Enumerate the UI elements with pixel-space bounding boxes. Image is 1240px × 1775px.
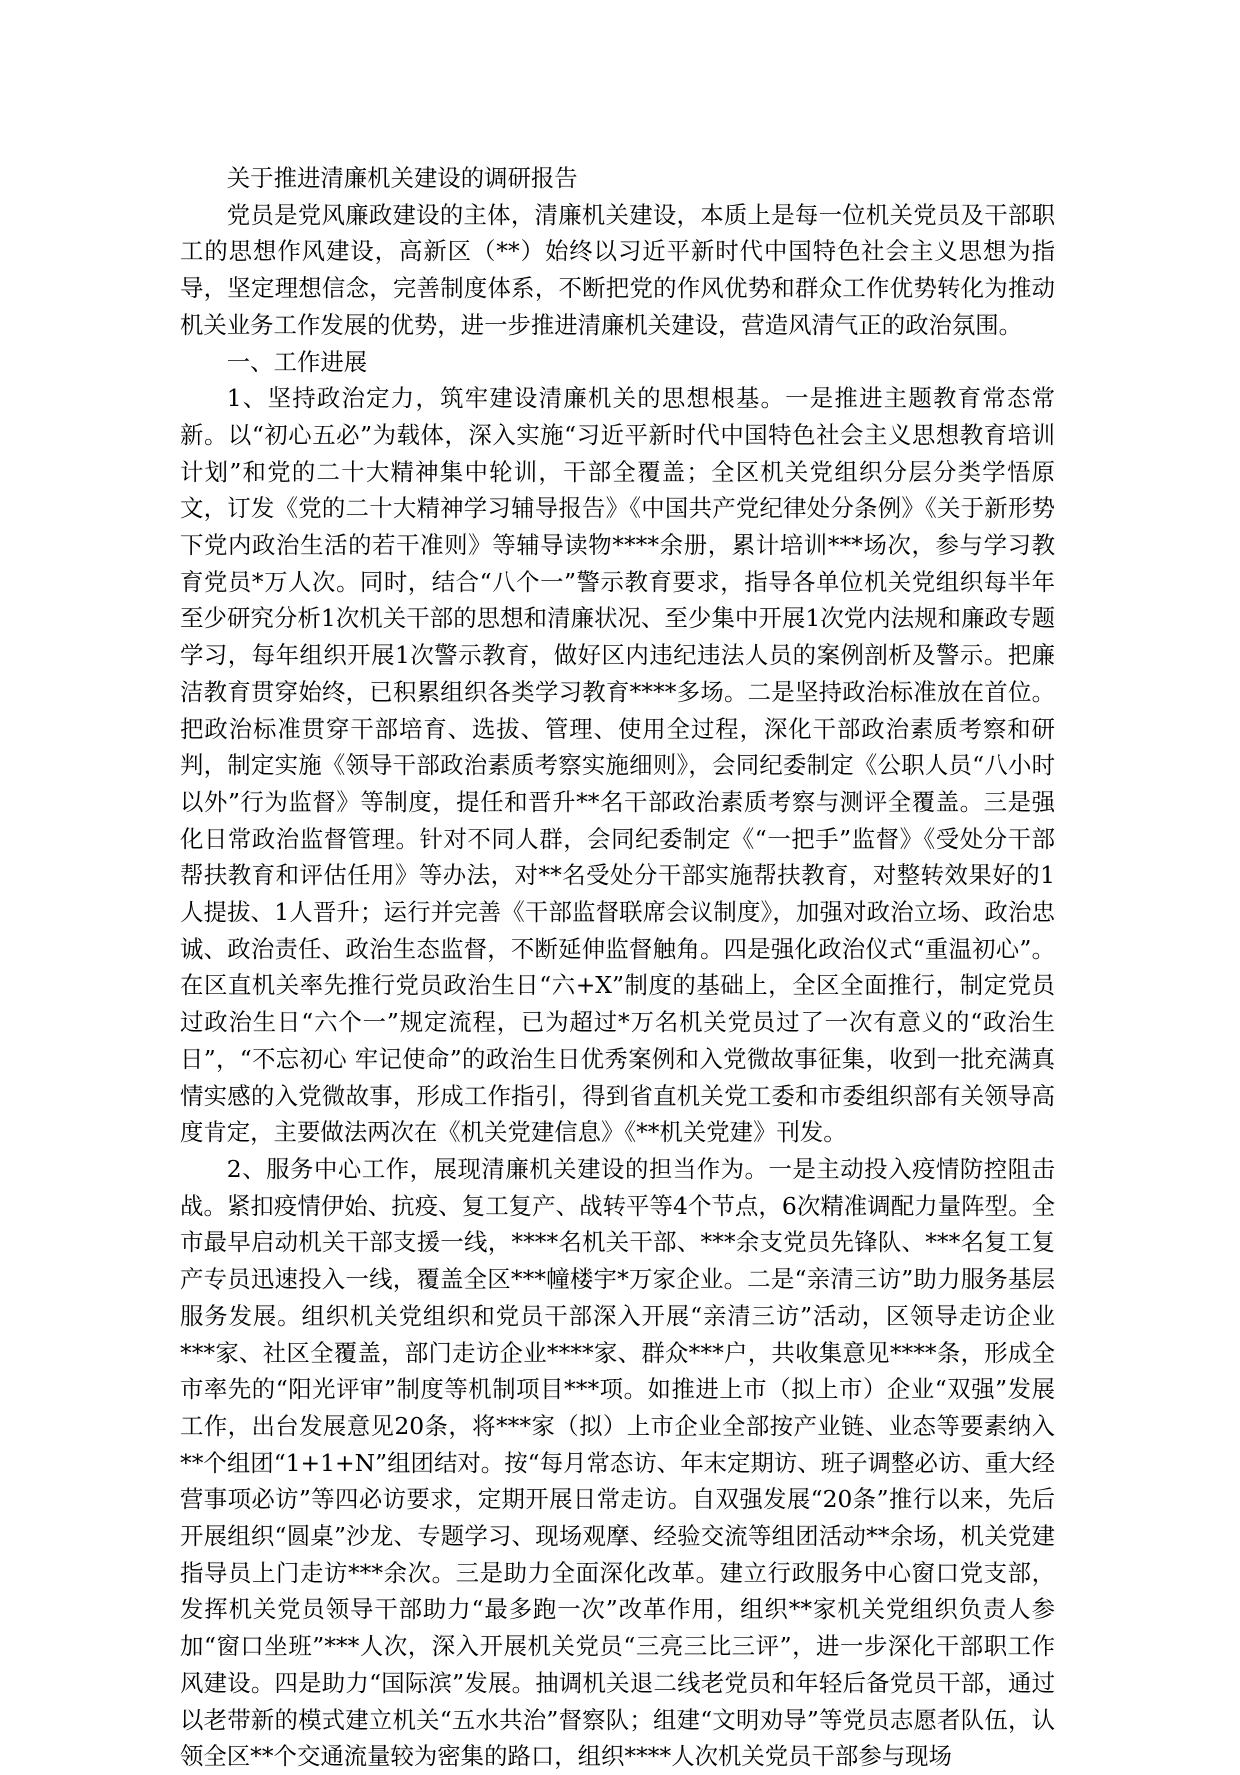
paragraph-political-stance: 1、坚持政治定力，筑牢建设清廉机关的思想根基。一是推进主题教育常态常新。以“初心五必”为载体，深入实施“习近平新时代中国特色社会主义思想教育培训计划”和党的二十大精神集中轮训，干部全覆盖；全区机关党组织分层分类学悟原文，订发《党的二十大精神学习辅导报告》《中国共产党纪律处分条例》《关于新形势下党内政治生活的若干准则》等辅导读物****余册，累计培训***场次，参与学习教育党员*万人次。同时，结合“八个一”警示教育要求，指导各单位机关党组织每半年至少研究分析1次机关干部的思想和清廉状况、至少集中开展1次党内法规和廉政专题学习，每年组织开展1次警示教育，做好区内违纪违法人员的案例剖析及警示。把廉洁教育贯穿始终，已积累组织各类学习教育****多场。二是坚持政治标准放在首位。把政治标准贯穿干部培育、选拔、管理、使用全过程，深化干部政治素质考察和研判，制定实施《领导干部政治素质考察实施细则》，会同纪委制定《公职人员“八小时以外”行为监督》等制度，提任和晋升**名干部政治素质考察与测评全覆盖。三是强化日常政治监督管理。针对不同人群，会同纪委制定《“一把手”监督》《受处分干部帮扶教育和评估任用》等办法，对**名受处分干部实施帮扶教育，对整转效果好的1人提拔、1人晋升；运行并完善《干部监督联席会议制度》，加强对政治立场、政治忠诚、政治责任、政治生态监督，不断延伸监督触角。四是强化政治仪式“重温初心”。在区直机关率先推行党员政治生日“六+X”制度的基础上，全区全面推行，制定党员过政治生日“六个一”规定流程，已为超过*万名机关党员过了一次有意义的“政治生日”，“不忘初心 牢记使命”的政治生日优秀案例和入党微故事征集，收到一批充满真情实感的入党微故事，形成工作指引，得到省直机关党工委和市委组织部有关领导高度肯定，主要做法两次在《机关党建信息》《**机关党建》刊发。 [180, 384, 1055, 1147]
intro-paragraph: 党员是党风廉政建设的主体，清廉机关建设，本质上是每一位机关党员及干部职工的思想作风建设，高新区（**）始终以习近平新时代中国特色社会主义思想为指导，坚定理想信念，完善制度体系，不断把党的作风优势和群众工作优势转化为推动机关业务工作发展的优势，进一步推进清廉机关建设，营造风清气正的政治氛围。 [180, 200, 1055, 339]
document-title: 关于推进清廉机关建设的调研报告 [226, 164, 578, 192]
document-body [180, 160, 1055, 1775]
paragraph-service-center: 2、服务中心工作，展现清廉机关建设的担当作为。一是主动投入疫情防控阻击战。紧扣疫情伊始、抗疫、复工复产、战转平等4个节点，6次精准调配力量阵型。全市最早启动机关干部支援一线，****名机关干部、***余支党员先锋队、***名复工复产专员迅速投入一线，覆盖全区***幢楼宇*万家企业。二是“亲清三访”助力服务基层服务发展。组织机关党组织和党员干部深入开展“亲清三访”活动，区领导走访企业***家、社区全覆盖，部门走访企业****家、群众***户，共收集意见****条，形成全市率先的“阳光评审”制度等机制项目***项。如推进上市（拟上市）企业“双强”发展工作，出台发展意见20条，将***家（拟）上市企业全部按产业链、业态等要素纳入**个组团“1+1+N”组团结对。按“每月常态访、年末定期访、班子调整必访、重大经营事项必访”等四必访要求，定期开展日常走访。自双强发展“20条”推行以来，先后开展组织“圆桌”沙龙、专题学习、现场观摩、经验交流等组团活动**余场，机关党建指导员上门走访***余次。三是助力全面深化改革。建立行政服务中心窗口党支部，发挥机关党员领导干部助力“最多跑一次”改革作用，组织**家机关党组织负责人参加“窗口坐班”***人次，深入开展机关党员“三亮三比三评”，进一步深化干部职工作风建设。四是助力“国际滨”发展。抽调机关退二线老党员和年轻后备党员干部，通过以老带新的模式建立机关“五水共治”督察队；组建“文明劝导”等党员志愿者队伍，认领全区**个交通流量较为密集的路口，组织****人次机关党员干部参与现场 [180, 1154, 1055, 1771]
section-heading: 一、工作进展 [226, 347, 368, 376]
